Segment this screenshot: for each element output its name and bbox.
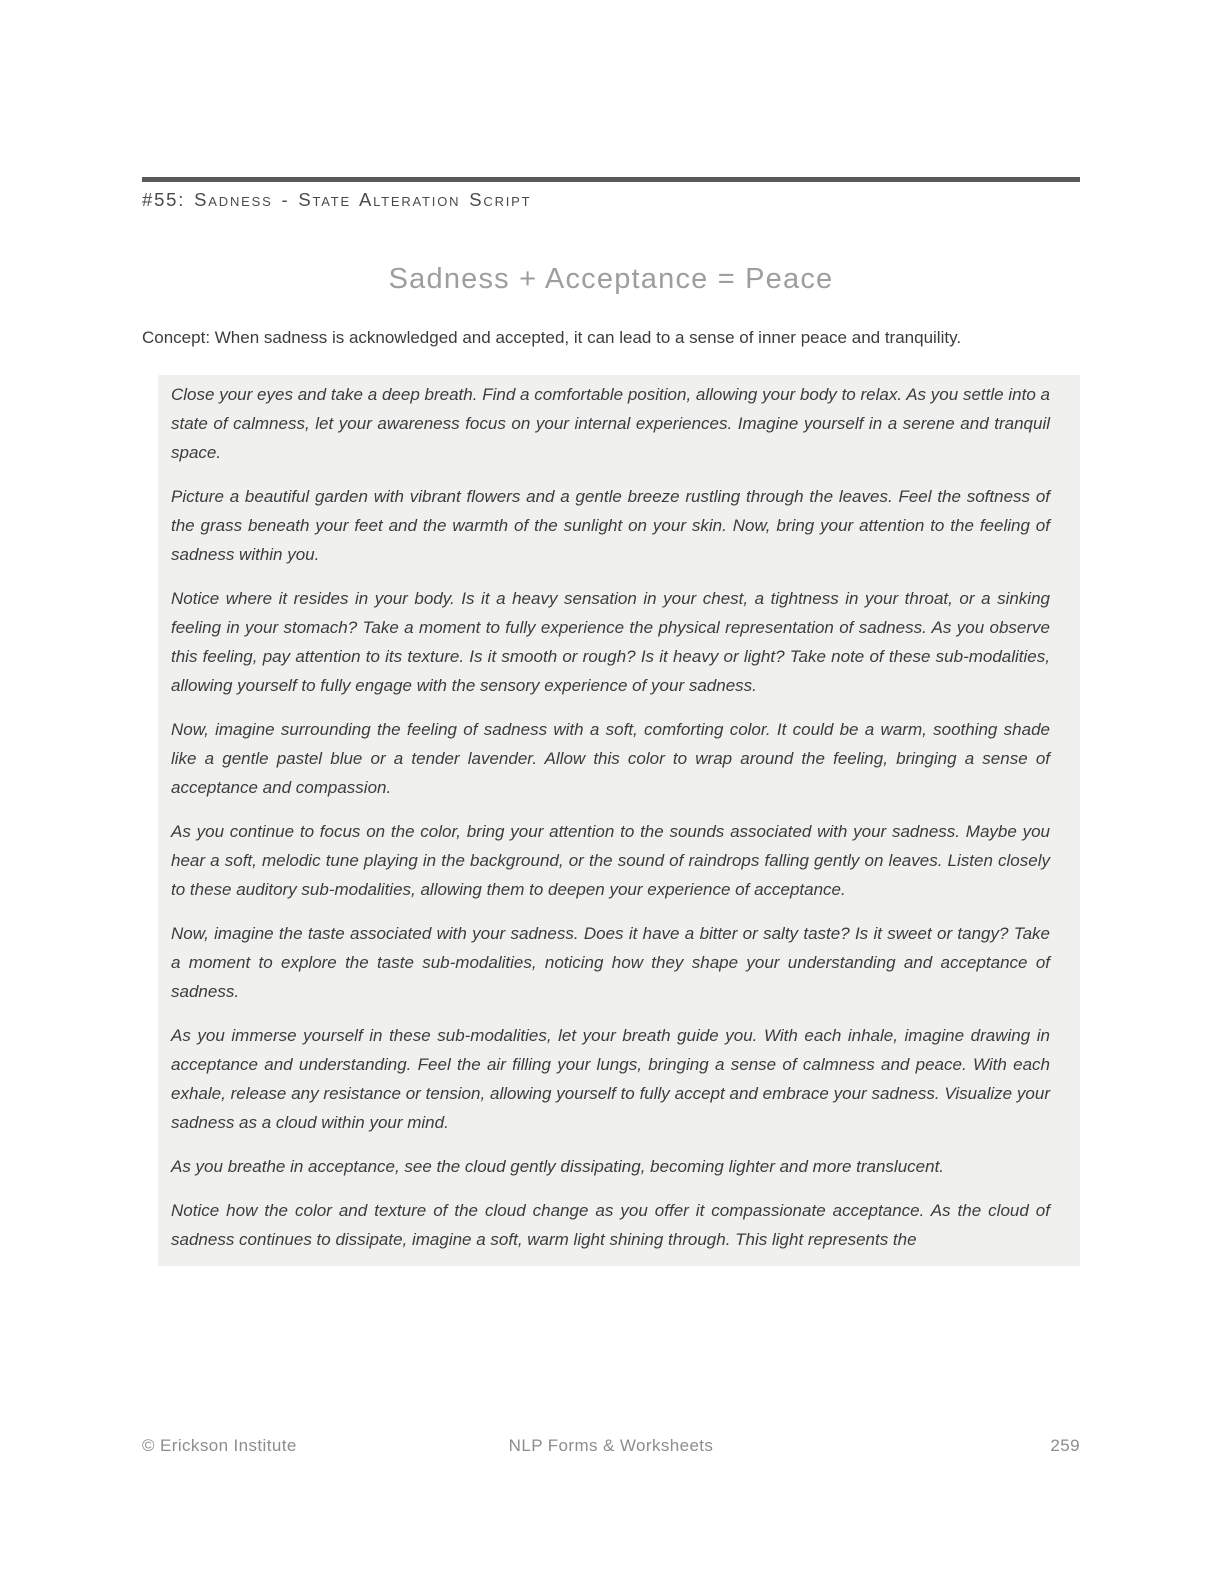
concept-paragraph: Concept: When sadness is acknowledged and accepted, it can lead to a sense of inner peace and tranquility. [142, 328, 962, 347]
script-paragraph: Notice how the color and texture of the cloud change as you offer it compassionate acceptance. As the cloud of sadness continues to dissipate, imagine a soft, warm light shining through. This light represents the [171, 1201, 1050, 1249]
script-paragraph: As you continue to focus on the color, bring your attention to the sounds associated with your sadness. Maybe you hear a soft, melodic tune playing in the background, or the sound of raindrops falling gently on leaves. Listen closely to these auditory sub-modalities, allowing them to deepen your experience of acceptance. [171, 822, 1050, 899]
script-paragraph: As you immerse yourself in these sub-modalities, let your breath guide you. With each inhale, imagine drawing in acceptance and understanding. Feel the air filling your lungs, bringing a sense of calmness and peace. With each exhale, release any resistance or tension, allowing yourself to fully accept and embrace your sadness. Visualize your sadness as a cloud within your mind. [171, 1026, 1050, 1132]
script-paragraph: Now, imagine surrounding the feeling of sadness with a soft, comforting color. It could be a warm, soothing shade like a gentle pastel blue or a tender lavender. Allow this color to wrap around the feeling, bringing a sense of acceptance and compassion. [171, 720, 1050, 797]
script-paragraph: Picture a beautiful garden with vibrant flowers and a gentle breeze rustling through the leaves. Feel the softness of the grass beneath your feet and the warmth of the sunlight on your skin. Now, bring your attention to the feeling of sadness within you. [171, 487, 1050, 564]
script-paragraph: As you breathe in acceptance, see the cloud gently dissipating, becoming lighter and more translucent. [171, 1157, 945, 1176]
script-paragraph: Notice where it resides in your body. Is it a heavy sensation in your chest, a tightness in your throat, or a sinking feeling in your stomach? Take a moment to fully experience the physical representation of sadness. As you observe this feeling, pay attention to its texture. Is it smooth or rough? Is it heavy or light? Take note of these sub-modalities, allowing yourself to fully engage with the sensory experience of your sadness. [171, 589, 1050, 695]
page-title: Sadness + Acceptance = Peace [388, 263, 834, 295]
footer-copyright: © Erickson Institute [142, 1436, 297, 1455]
script-paragraph: Now, imagine the taste associated with your sadness. Does it have a bitter or salty taste? Is it sweet or tangy? Take a moment to explore the taste sub-modalities, noticing how they shape your understanding and acceptance of sadness. [171, 924, 1050, 1001]
footer-page-number: 259 [1050, 1436, 1080, 1455]
section-heading: #55: Sadness - State Alteration Script [142, 189, 532, 210]
page-content [142, 0, 1080, 1266]
script-paragraph: Close your eyes and take a deep breath. Find a comfortable position, allowing your body to relax. As you settle into a state of calmness, let your awareness focus on your internal experiences. Imagine yourself in a serene and tranquil space. [171, 385, 1050, 462]
header-rule [142, 177, 1080, 182]
script-block [158, 375, 1080, 1266]
footer-book-title: NLP Forms & Worksheets [508, 1436, 714, 1455]
